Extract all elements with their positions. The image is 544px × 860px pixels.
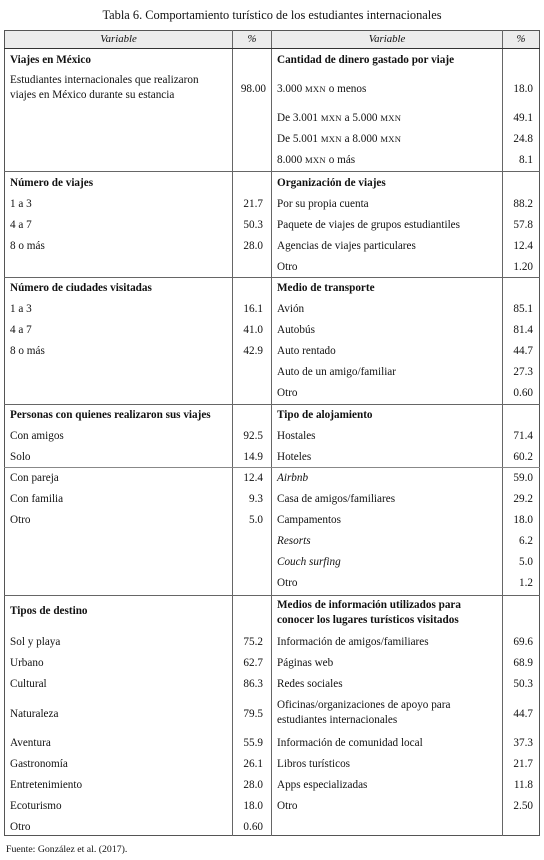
- row-value: 44.7: [513, 345, 533, 357]
- row-label: Ecoturismo: [10, 800, 62, 812]
- row-label: Entretenimiento: [10, 779, 83, 791]
- inner-rule: [4, 467, 272, 468]
- header-percent-left: %: [247, 33, 257, 45]
- row-label: Hostales: [277, 430, 316, 442]
- row-value: 42.9: [243, 345, 263, 357]
- section-title-dinero-gastado: Cantidad de dinero gastado por viaje: [277, 54, 455, 66]
- row-label: Estudiantes internacionales que realizaron viajes en México durante su estancia: [10, 74, 199, 101]
- section-title-tipo-de-alojamiento: Tipo de alojamiento: [277, 409, 373, 421]
- row-value: 29.2: [513, 493, 533, 505]
- row-value: 18.0: [513, 514, 533, 526]
- row-value: 0.60: [513, 387, 533, 399]
- row-label: Información de amigos/familiares: [277, 636, 429, 648]
- section-title-numero-de-viajes: Número de viajes: [10, 177, 94, 189]
- row-label: Otro: [277, 577, 298, 589]
- row-label: Auto de un amigo/familiar: [277, 366, 396, 378]
- row-value: 50.3: [243, 219, 263, 231]
- row-label: 8 o más: [10, 345, 45, 357]
- row-value: 12.4: [513, 240, 533, 252]
- section-rule: [4, 404, 540, 405]
- row-value: 88.2: [513, 198, 533, 210]
- row-label: Con pareja: [10, 472, 59, 484]
- row-label: Solo: [10, 451, 31, 463]
- row-label: Airbnb: [277, 472, 309, 484]
- row-value: 55.9: [243, 737, 263, 749]
- row-value: 57.8: [513, 219, 533, 231]
- row-label: 3.000 MXN o menos: [277, 83, 367, 95]
- row-value: 8.1: [519, 154, 533, 166]
- row-label: Avión: [277, 303, 305, 315]
- row-value: 14.9: [243, 451, 263, 463]
- row-value: 50.3: [513, 678, 533, 690]
- row-value: 2.50: [513, 800, 533, 812]
- section-title-tipos-de-destino: Tipos de destino: [10, 605, 88, 617]
- row-value: 69.6: [513, 636, 533, 648]
- row-value: 75.2: [243, 636, 263, 648]
- section-rule: [4, 171, 540, 172]
- row-label: Páginas web: [277, 657, 334, 669]
- row-value: 9.3: [249, 493, 263, 505]
- row-value: 59.0: [513, 472, 533, 484]
- row-label: Naturaleza: [10, 708, 59, 720]
- row-label: Otro: [10, 514, 31, 526]
- row-value: 60.2: [513, 451, 533, 463]
- row-value: 68.9: [513, 657, 533, 669]
- row-value: 71.4: [513, 430, 533, 442]
- row-value: 37.3: [513, 737, 533, 749]
- row-label: 8.000 MXN o más: [277, 154, 356, 166]
- row-value: 28.0: [243, 240, 263, 252]
- row-value: 1.20: [513, 261, 533, 273]
- row-label: Auto rentado: [277, 345, 336, 357]
- row-value: 16.1: [243, 303, 263, 315]
- row-label: 8 o más: [10, 240, 45, 252]
- row-label: Con familia: [10, 493, 64, 505]
- row-label: De 3.001 MXN a 5.000 MXN: [277, 112, 402, 124]
- header-variable-right: Variable: [368, 33, 406, 45]
- row-label: Otro: [277, 800, 298, 812]
- row-label: 4 a 7: [10, 219, 32, 231]
- row-label: Aventura: [10, 737, 51, 749]
- row-label: 1 a 3: [10, 303, 32, 315]
- row-label: Apps especializadas: [277, 779, 368, 791]
- row-label: Resorts: [277, 535, 311, 547]
- section-title-personas: Personas con quienes realizaron sus viajes: [10, 409, 211, 421]
- row-label: Sol y playa: [10, 636, 61, 648]
- row-label: Hoteles: [277, 451, 312, 463]
- row-value: 26.1: [243, 758, 263, 770]
- row-label: Autobús: [277, 324, 315, 336]
- row-value: 49.1: [513, 112, 533, 124]
- row-label: Redes sociales: [277, 678, 343, 690]
- section-rule: [4, 595, 540, 596]
- source-note: Fuente: González et al. (2017).: [6, 844, 128, 855]
- header-rule: [4, 48, 540, 49]
- row-value: 44.7: [513, 708, 533, 720]
- row-value: 79.5: [243, 708, 263, 720]
- row-label: Otro: [277, 387, 298, 399]
- row-value: 11.8: [513, 779, 533, 791]
- row-value: 62.7: [243, 657, 263, 669]
- row-value: 27.3: [513, 366, 533, 378]
- row-value: 12.4: [243, 472, 263, 484]
- row-value: 86.3: [243, 678, 263, 690]
- row-label: 1 a 3: [10, 198, 32, 210]
- row-label: Urbano: [10, 657, 44, 669]
- row-label: Agencias de viajes particulares: [277, 240, 416, 252]
- table-caption: Tabla 6. Comportamiento turístico de los estudiantes internacionales: [102, 8, 442, 22]
- row-value: 21.7: [243, 198, 263, 210]
- row-value: 81.4: [513, 324, 533, 336]
- row-value: 28.0: [243, 779, 263, 791]
- section-title-viajes-en-mexico: Viajes en México: [10, 54, 91, 66]
- row-label: Oficinas/organizaciones de apoyo para estudiantes internacionales: [277, 699, 451, 726]
- section-title-numero-de-ciudades: Número de ciudades visitadas: [10, 282, 152, 294]
- row-label: Otro: [277, 261, 298, 273]
- inner-rule: [272, 467, 540, 468]
- row-value: 24.8: [513, 133, 533, 145]
- row-value: 18.0: [243, 800, 263, 812]
- row-label: Información de comunidad local: [277, 737, 423, 749]
- row-label: Gastronomía: [10, 758, 68, 770]
- section-rule: [4, 277, 540, 278]
- divider-middle: [271, 30, 272, 836]
- header-percent-right: %: [516, 33, 526, 45]
- row-label: De 5.001 MXN a 8.000 MXN: [277, 133, 402, 145]
- row-label: Por su propia cuenta: [277, 198, 369, 210]
- row-label: Couch surfing: [277, 556, 341, 568]
- row-label: Casa de amigos/familiares: [277, 493, 396, 505]
- header-variable-left: Variable: [100, 33, 137, 45]
- row-label: 4 a 7: [10, 324, 32, 336]
- row-value: 85.1: [513, 303, 533, 315]
- row-value: 1.2: [519, 577, 533, 589]
- section-title-medio-de-transporte: Medio de transporte: [277, 282, 375, 294]
- row-value: 41.0: [243, 324, 263, 336]
- row-value: 6.2: [519, 535, 533, 547]
- section-title-medios-de-informacion: Medios de información utilizados para conocer los lugares turísticos visitados: [277, 599, 461, 626]
- row-value: 92.5: [243, 430, 263, 442]
- row-value: 5.0: [519, 556, 533, 568]
- row-label: Libros turísticos: [277, 758, 351, 770]
- row-label: Cultural: [10, 678, 47, 690]
- row-label: Paquete de viajes de grupos estudiantiles: [277, 219, 460, 231]
- row-label: Otro: [10, 821, 31, 833]
- row-label: Campamentos: [277, 514, 342, 526]
- row-value: 5.0: [249, 514, 263, 526]
- section-title-organizacion: Organización de viajes: [277, 177, 386, 189]
- row-label: Con amigos: [10, 430, 64, 442]
- row-value: 18.0: [513, 83, 533, 95]
- row-value: 98.00: [240, 83, 266, 95]
- row-value: 21.7: [513, 758, 533, 770]
- row-value: 0.60: [243, 821, 263, 833]
